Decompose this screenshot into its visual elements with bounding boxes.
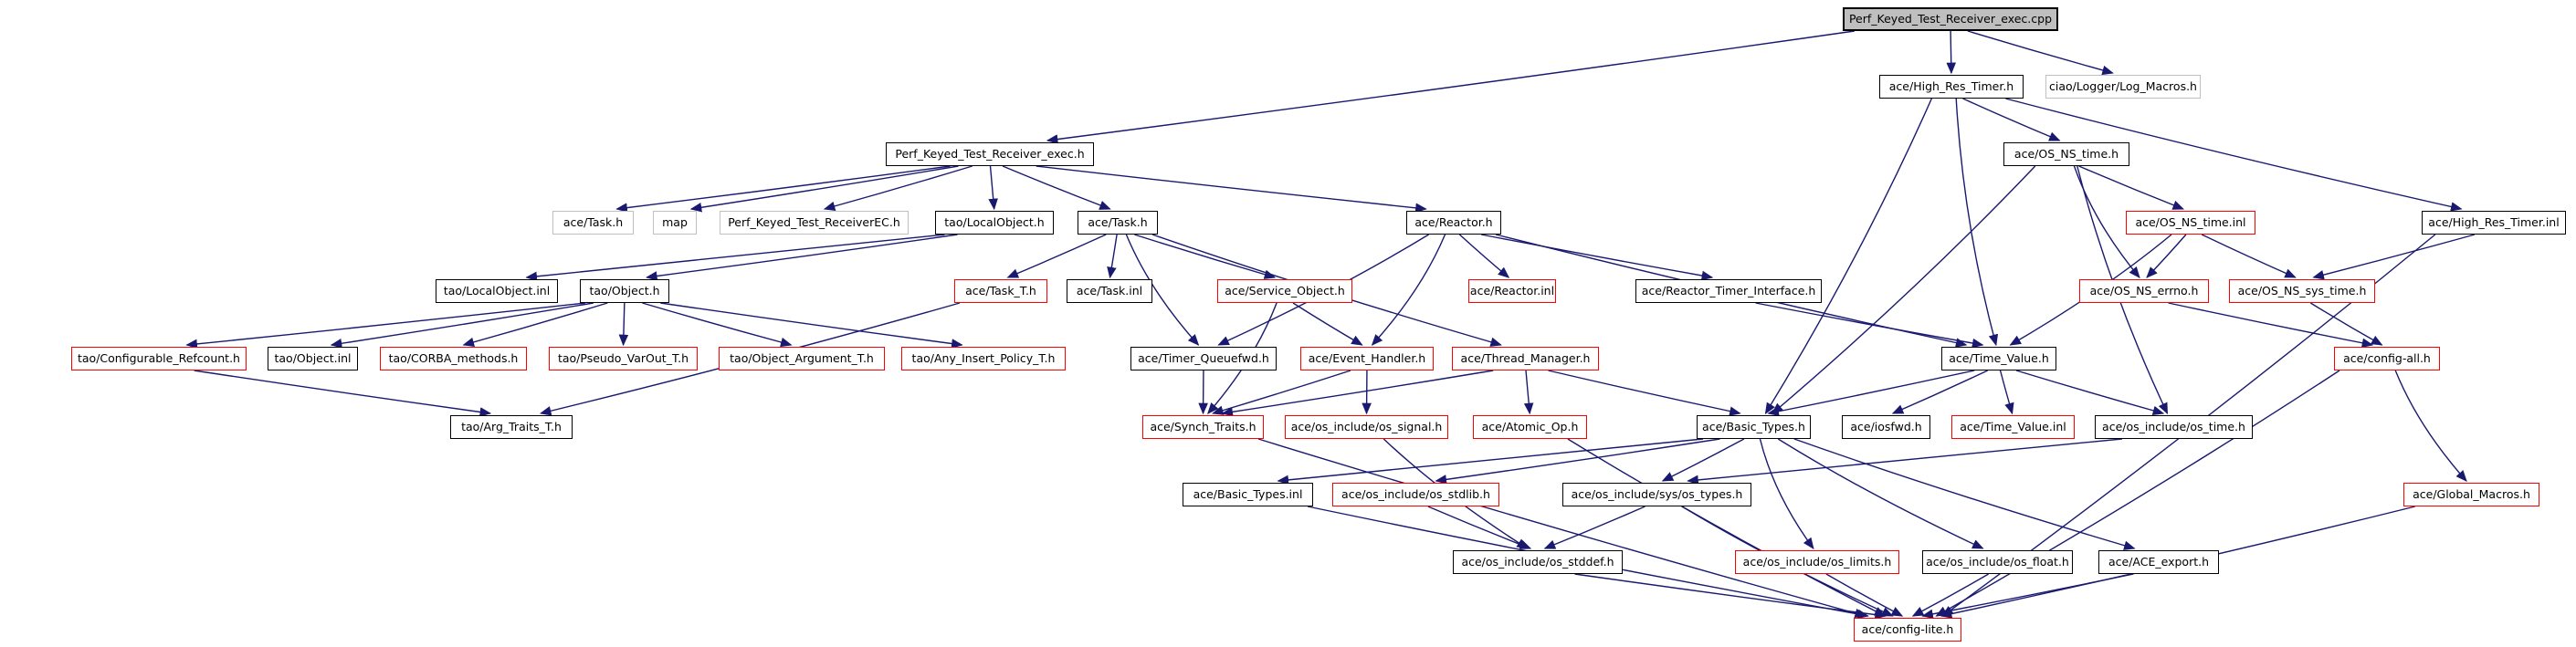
include-edge-2-32 bbox=[1956, 99, 1996, 345]
include-edge-15-25 bbox=[464, 303, 608, 345]
graph-node-1-perf-keyed-test-receiver-exec-cpp[interactable]: Perf_Keyed_Test_Receiver_exec.cpp bbox=[1843, 7, 2058, 31]
graph-node-34-tao-arg-traits-t-h[interactable]: tao/Arg_Traits_T.h bbox=[450, 415, 573, 439]
include-edge-18-30 bbox=[1293, 303, 1362, 345]
graph-node-17-ace-task-inl[interactable]: ace/Task.inl bbox=[1067, 279, 1152, 303]
graph-node-22-ace-os-ns-sys-time-h[interactable]: ace/OS_NS_sys_time.h bbox=[2229, 279, 2375, 303]
include-edge-31-38 bbox=[1549, 370, 1740, 413]
include-edge-35-50 bbox=[1258, 439, 1866, 616]
graph-node-15-tao-object-h[interactable]: tao/Object.h bbox=[580, 279, 669, 303]
include-edge-32-41 bbox=[2016, 370, 2163, 413]
include-edge-23-34 bbox=[195, 370, 490, 413]
graph-node-40-ace-time-value-inl[interactable]: ace/Time_Value.inl bbox=[1951, 415, 2075, 439]
graph-node-30-ace-event-handler-h[interactable]: ace/Event_Handler.h bbox=[1300, 347, 1434, 370]
include-edge-46-50 bbox=[1575, 574, 1886, 616]
graph-node-10-ace-task-h[interactable]: ace/Task.h bbox=[1078, 211, 1158, 235]
graph-node-5-ace-os-ns-time-h[interactable]: ace/OS_NS_time.h bbox=[2003, 142, 2129, 166]
include-edge-32-39 bbox=[1893, 370, 1988, 413]
include-edge-10-18 bbox=[1134, 235, 1275, 277]
include-edge-5-12 bbox=[2079, 166, 2183, 209]
include-edge-11-30 bbox=[1372, 235, 1446, 345]
graph-node-16-ace-task-t-h[interactable]: ace/Task_T.h bbox=[954, 279, 1047, 303]
graph-node-21-ace-os-ns-errno-h[interactable]: ace/OS_NS_errno.h bbox=[2079, 279, 2209, 303]
include-edge-2-38 bbox=[1765, 99, 1931, 413]
graph-node-26-tao-pseudo-varout-t-h[interactable]: tao/Pseudo_VarOut_T.h bbox=[549, 347, 698, 370]
include-edge-11-20 bbox=[1481, 235, 1712, 277]
graph-node-43-ace-os-include-os-stdlib-h[interactable]: ace/os_include/os_stdlib.h bbox=[1332, 483, 1499, 506]
graph-node-32-ace-time-value-h[interactable]: ace/Time_Value.h bbox=[1941, 347, 2056, 370]
include-edge-9-15 bbox=[647, 235, 957, 277]
include-edge-31-37 bbox=[1526, 370, 1530, 413]
include-edge-15-24 bbox=[331, 303, 594, 345]
include-edge-38-49 bbox=[1794, 439, 2135, 548]
include-edge-33-50 bbox=[1937, 370, 2340, 616]
graph-node-48-ace-os-include-os-float-h[interactable]: ace/os_include/os_float.h bbox=[1922, 550, 2073, 574]
include-edge-2-5 bbox=[1963, 99, 2060, 141]
graph-node-11-ace-reactor-h[interactable]: ace/Reactor.h bbox=[1406, 211, 1501, 235]
include-edge-1-3 bbox=[1968, 31, 2113, 73]
graph-node-29-ace-timer-queuefwd-h[interactable]: ace/Timer_Queuefwd.h bbox=[1130, 347, 1277, 370]
graph-node-2-ace-high-res-timer-h[interactable]: ace/High_Res_Timer.h bbox=[1879, 75, 2024, 99]
include-edge-21-33 bbox=[2169, 303, 2372, 345]
include-edge-9-14 bbox=[527, 235, 945, 277]
include-edge-10-17 bbox=[1110, 235, 1118, 277]
include-edge-15-28 bbox=[660, 303, 962, 345]
graph-node-6-ace-task-h: ace/Task.h bbox=[552, 211, 634, 235]
include-edge-38-42 bbox=[1278, 439, 1703, 481]
graph-node-38-ace-basic-types-h[interactable]: ace/Basic_Types.h bbox=[1697, 415, 1811, 439]
graph-node-19-ace-reactor-inl[interactable]: ace/Reactor.inl bbox=[1468, 279, 1556, 303]
graph-node-13-ace-high-res-timer-inl[interactable]: ace/High_Res_Timer.inl bbox=[2422, 211, 2566, 235]
graph-node-25-tao-corba-methods-h[interactable]: tao/CORBA_methods.h bbox=[380, 347, 527, 370]
graph-node-24-tao-object-inl[interactable]: tao/Object.inl bbox=[268, 347, 358, 370]
graph-node-18-ace-service-object-h[interactable]: ace/Service_Object.h bbox=[1217, 279, 1352, 303]
graph-node-35-ace-synch-traits-h[interactable]: ace/Synch_Traits.h bbox=[1142, 415, 1264, 439]
include-edge-43-46 bbox=[1428, 506, 1530, 548]
include-edge-4-7 bbox=[691, 166, 959, 209]
graph-node-12-ace-os-ns-time-inl[interactable]: ace/OS_NS_time.inl bbox=[2126, 211, 2255, 235]
graph-node-28-tao-any-insert-policy-t-h[interactable]: tao/Any_Insert_Policy_T.h bbox=[901, 347, 1066, 370]
graph-node-44-ace-os-include-sys-os-types-h[interactable]: ace/os_include/sys/os_types.h bbox=[1562, 483, 1751, 506]
include-edge-11-19 bbox=[1459, 235, 1509, 277]
include-edge-1-4 bbox=[1047, 31, 1855, 141]
graph-node-7-map: map bbox=[653, 211, 697, 235]
include-edge-15-26 bbox=[624, 303, 625, 345]
include-edge-31-35 bbox=[1223, 370, 1494, 413]
include-edge-12-22 bbox=[2202, 235, 2295, 277]
include-edge-20-32 bbox=[1756, 303, 1983, 345]
include-edge-13-22 bbox=[2314, 235, 2475, 277]
include-edge-44-46 bbox=[1545, 506, 1645, 548]
graph-node-3-ciao-logger-log-macros-h: ciao/Logger/Log_Macros.h bbox=[2045, 75, 2201, 99]
graph-node-31-ace-thread-manager-h[interactable]: ace/Thread_Manager.h bbox=[1452, 347, 1599, 370]
graph-node-14-tao-localobject-inl[interactable]: tao/LocalObject.inl bbox=[436, 279, 558, 303]
graph-node-9-tao-localobject-h[interactable]: tao/LocalObject.h bbox=[935, 211, 1054, 235]
graph-node-49-ace-ace-export-h[interactable]: ace/ACE_export.h bbox=[2098, 550, 2219, 574]
include-edge-33-45 bbox=[2395, 370, 2466, 481]
graph-node-47-ace-os-include-os-limits-h[interactable]: ace/os_include/os_limits.h bbox=[1735, 550, 1899, 574]
graph-node-36-ace-os-include-os-signal-h[interactable]: ace/os_include/os_signal.h bbox=[1285, 415, 1448, 439]
graph-node-20-ace-reactor-timer-interface-h[interactable]: ace/Reactor_Timer_Interface.h bbox=[1635, 279, 1822, 303]
include-edge-1-2 bbox=[1950, 31, 1951, 73]
graph-node-23-tao-configurable-refcount-h[interactable]: tao/Configurable_Refcount.h bbox=[71, 347, 247, 370]
graph-node-41-ace-os-include-os-time-h[interactable]: ace/os_include/os_time.h bbox=[2095, 415, 2253, 439]
include-edge-10-16 bbox=[1008, 235, 1107, 277]
include-edge-15-27 bbox=[642, 303, 791, 345]
include-edge-30-35 bbox=[1213, 370, 1351, 413]
graph-node-27-tao-object-argument-t-h[interactable]: tao/Object_Argument_T.h bbox=[719, 347, 885, 370]
graph-node-42-ace-basic-types-inl[interactable]: ace/Basic_Types.inl bbox=[1183, 483, 1313, 506]
graph-node-45-ace-global-macros-h[interactable]: ace/Global_Macros.h bbox=[2403, 483, 2539, 506]
graph-node-33-ace-config-all-h[interactable]: ace/config-all.h bbox=[2334, 347, 2440, 370]
include-edge-41-44 bbox=[1688, 439, 2121, 481]
graph-node-4-perf-keyed-test-receiver-exec-h[interactable]: Perf_Keyed_Test_Receiver_exec.h bbox=[886, 142, 1094, 166]
include-edge-32-40 bbox=[2001, 370, 2013, 413]
graph-node-37-ace-atomic-op-h[interactable]: ace/Atomic_Op.h bbox=[1473, 415, 1587, 439]
graph-node-8-perf-keyed-test-receiverec-h: Perf_Keyed_Test_ReceiverEC.h bbox=[720, 211, 909, 235]
include-edge-22-33 bbox=[2310, 303, 2381, 345]
graph-node-46-ace-os-include-os-stddef-h[interactable]: ace/os_include/os_stddef.h bbox=[1453, 550, 1623, 574]
include-edge-4-9 bbox=[991, 166, 994, 209]
include-edge-12-21 bbox=[2147, 235, 2186, 277]
include-edge-32-38 bbox=[1769, 370, 1975, 413]
include-edge-15-23 bbox=[187, 303, 585, 345]
graph-node-39-ace-iosfwd-h[interactable]: ace/iosfwd.h bbox=[1842, 415, 1930, 439]
graph-node-50-ace-config-lite-h[interactable]: ace/config-lite.h bbox=[1854, 618, 1961, 642]
